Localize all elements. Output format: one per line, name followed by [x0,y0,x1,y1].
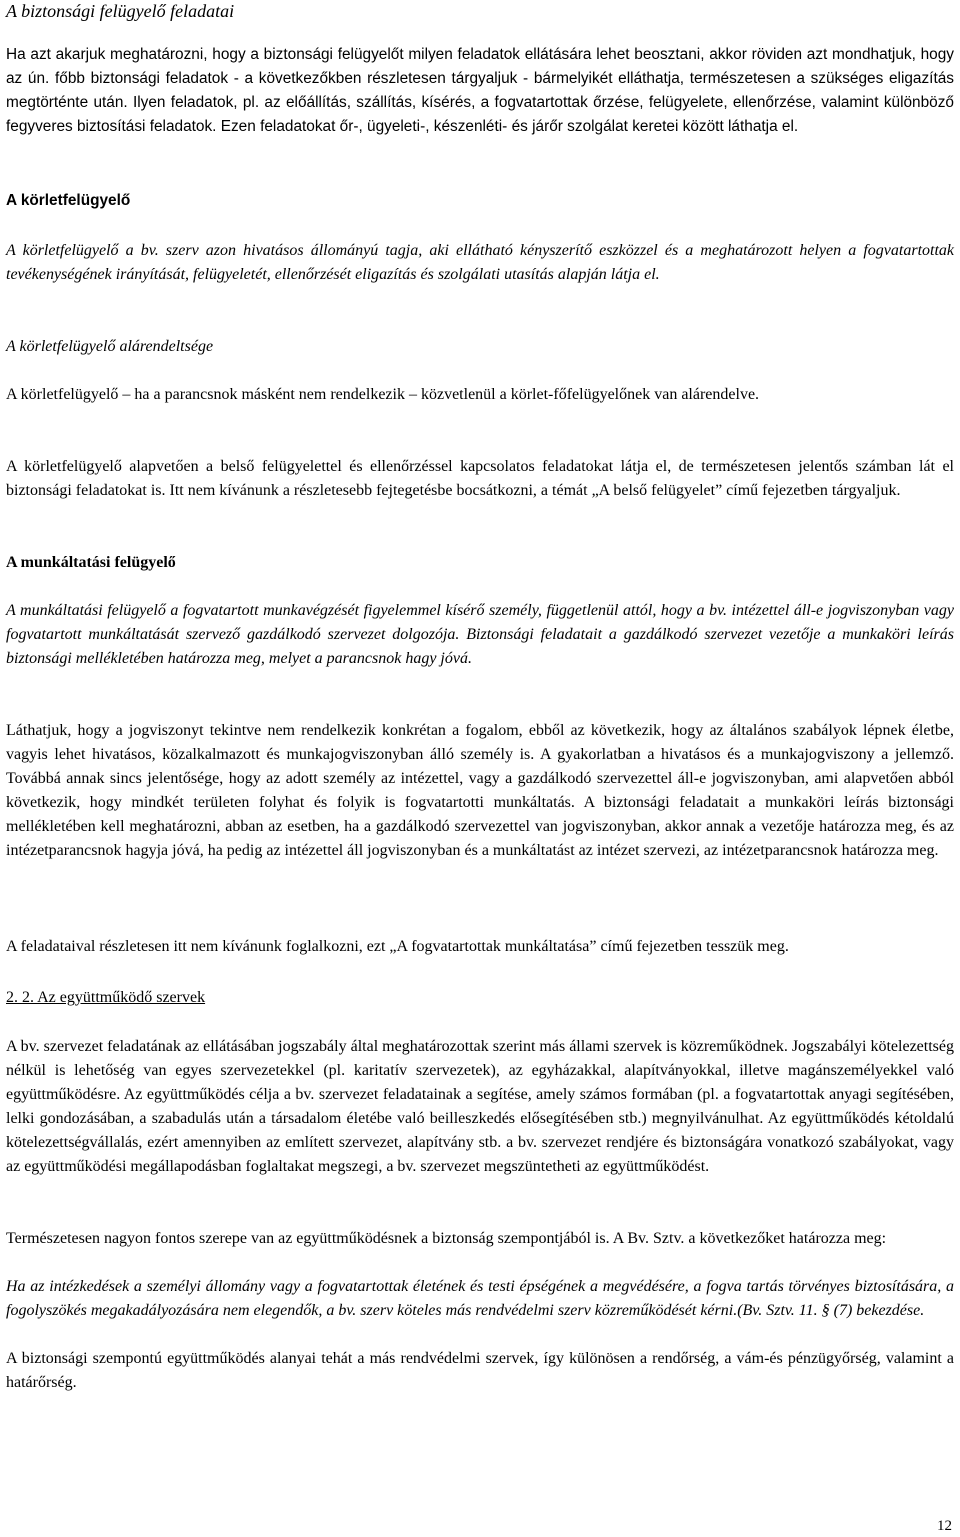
statute-quote: Ha az intézkedések a személyi állomány vagy a fogvatartottak életének és testi épségének a megvédésére, a fogva tartás törvényes biztosítására, a fogolyszökés megakadályozására nem elegendők, a bv. szerv köteles más rendvédelmi szerv közreműködését kérni.(Bv. Sztv. 11. § (7) bekezdése. [6,1278,954,1319]
munkaltatasi-felugyelo-heading: A munkáltatási felügyelő [6,554,176,571]
alarendeltseg-subheading: A körletfelügyelő alárendeltsége [6,338,214,355]
egyuttmukodo-paragraph-1: A bv. szervezet feladatának az ellátásában jogszabály által meghatározottak szerint más állami szervek is közreműködnek. Jogszabályi kötelezettség nélkül is lehetőség van egyes szervezetekkel (pl. karitatív szervezetek), az egyházakkal, alapítványokkal, illetve magánszemélyekkel való együttműködésre. Az együttműködés célja a bv. szervezet feladatainak a segítése, amely számos formában (pl. a fogvatartottak anyagi segítésében, lelki gondozásában, a szabadulás után a társadalom életébe való beilleszkedés elősegítésében stb.) megnyilvánulhat. Az együttműködés kétoldalú kötelezettségvállalás, ezért amennyiben az említett szervezet, alapítvány stb. a bv. szervezet rendjére és biztonságára vonatkozó szabályokat, vagy az együttműködési megállapodásban foglaltakat megszegi, a bv. szervezet megszüntetheti az együttműködést. [6,1038,954,1175]
page-title: A biztonsági felügyelő feladatai [6,1,235,21]
korletfelugyelo-heading: A körletfelügyelő [6,192,131,209]
egyuttmukodo-paragraph-2: Természetesen nagyon fontos szerepe van az együttműködésnek a biztonság szempontjából is. A Bv. Sztv. a következőket határozza meg: [6,1230,887,1247]
munkaltatasi-felugyelo-definition: A munkáltatási felügyelő a fogvatartott munkavégzését figyelemmel kísérő személy, függetlenül attól, hogy a bv. intézettel áll-e jogviszonyban vagy fogvatartott munkáltatását szervező gazdálkodó szervezet dolgozója. Biztonsági feladatait a gazdálkodó szervezet vezetője a munkaköri leírás biztonsági mellékletében határozza meg, melyet a parancsnok hagy jóvá. [6,602,954,667]
korletfelugyelo-definition: A körletfelügyelő a bv. szerv azon hivatásos állományú tagja, aki ellátható kényszerítő eszközzel és a meghatározott helyen a fogvatartottak tevékenységének irányítását, felügyeletét, ellenőrzését eligazítás és szolgálati utasítás alapján látja el. [6,242,954,283]
page-number: 12 [937,1518,952,1534]
section-heading: 2. 2. Az együttműködő szervek [6,989,206,1006]
korletfelugyelo-tasks-paragraph: A körletfelügyelő alapvetően a belső felügyelettel és ellenőrzéssel kapcsolatos feladatokat látja el, de természetesen jelentős számban lát el biztonsági feladatokat is. Itt nem kívánunk a részletesebb fejtegetésbe bocsátkozni, a témát „A belső felügyelet” című fejezetben tárgyaljuk. [6,458,954,499]
munkaltatasi-paragraph-1: Láthatjuk, hogy a jogviszonyt tekintve nem rendelkezik konkrétan a fogalom, ebből az következik, hogy az általános szabályok lépnek életbe, vagyis lehet hivatásos, közalkalmazott és munkajogviszonyban álló személy is. A gyakorlatban a hivatásos és a munkajogviszony a jellemző. Továbbá annak sincs jelentősége, hogy az adott személy az intézettel, vagy a gazdálkodó szervezettel áll-e jogviszonyban, ami alapvetően abból következik, hogy mindkét területen folyhat és folyik is fogvatartotti munkáltatás. A biztonsági feladatait a munkaköri leírás biztonsági mellékletében kell meghatározni, abban az esetben, ha a gazdálkodó szervezettel van jogviszonyban, akkor annak a vezetője határozza meg, és az intézetparancsnok hagyja jóvá, ha pedig az intézettel áll jogviszonyban és a munkáltatást az intézet szervezi, az intézetparancsnok határozza meg. [6,722,954,859]
munkaltatasi-paragraph-2: A feladataival részletesen itt nem kívánunk foglalkozni, ezt „A fogvatartottak munkáltatása” című fejezetben tesszük meg. [6,938,789,955]
alarendeltseg-paragraph: A körletfelügyelő ‒ ha a parancsnok másként nem rendelkezik ‒ közvetlenül a körlet-főfelügyelőnek van alárendelve. [6,386,760,403]
intro-paragraph: Ha azt akarjuk meghatározni, hogy a biztonsági felügyelőt milyen feladatok ellátására lehet beosztani, akkor röviden azt mondhatjuk, hogy az ún. főbb biztonsági feladatok - a következőkben részletesen tárgyaljuk - bármelyikét elláthatja, természetesen a szükséges eligazítás megtörténte után. Ilyen feladatok, pl. az előállítás, szállítás, kísérés, a fogvatartottak őrzése, felügyelete, ellenőrzése, valamint különböző fegyveres biztosítási feladatok. Ezen feladatokat őr-, ügyeleti-, készenléti- és járőr szolgálat keretei között láthatja el. [6,46,954,135]
egyuttmukodo-paragraph-3: A biztonsági szempontú együttműködés alanyai tehát a más rendvédelmi szervek, így különösen a rendőrség, a vám-és pénzügyőrség, valamint a határőrség. [6,1350,954,1391]
